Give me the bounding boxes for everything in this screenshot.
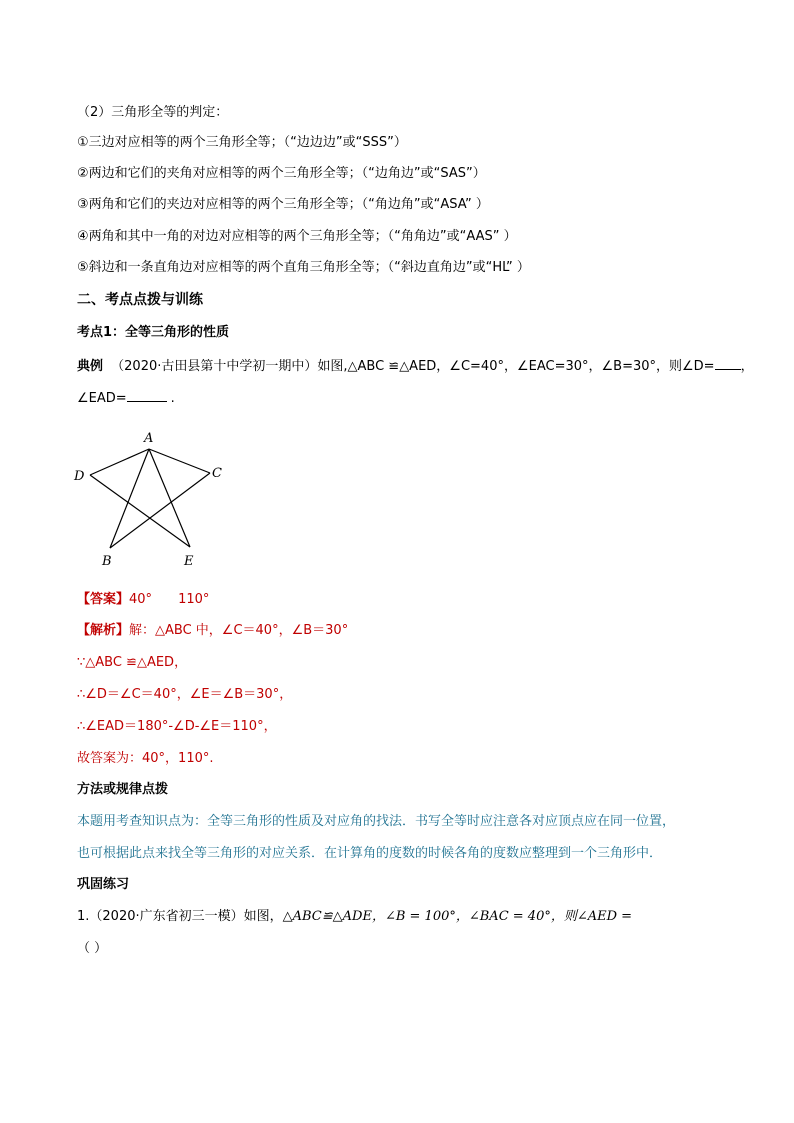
label-C: C — [212, 466, 222, 481]
answer-label: 【答案】 — [77, 592, 130, 607]
analysis-text-1: 解：△ABC 中，∠C＝40°，∠B＝30° — [129, 623, 349, 638]
label-A: A — [144, 431, 154, 446]
criteria-item-1: ①三边对应相等的两个三角形全等；（“边边边”或“SSS”） — [77, 135, 407, 150]
practice-q1-paren: （ ） — [77, 941, 108, 956]
analysis-line-1 — [77, 622, 348, 640]
answer-blank-2 — [127, 388, 167, 402]
analysis-line-2: ∵△ABC ≌△AED， — [77, 655, 188, 670]
criteria-item-4: ④两角和其中一角的对边对应相等的两个三角形全等；（“角角边”或“AAS” ） — [77, 229, 517, 244]
analysis-label: 【解析】 — [77, 623, 130, 638]
example-text-end: ， — [740, 359, 754, 374]
kaodian-1-title: 考点1：全等三角形的性质 — [77, 325, 230, 340]
label-E: E — [184, 554, 194, 569]
criteria-heading: （2）三角形全等的判定： — [77, 105, 229, 120]
example-text: （2020·古田县第十中学初一期中）如图,△ABC ≌△AED，∠C=40°，∠EAC=30°，∠B=30°，则∠D= — [111, 359, 715, 374]
method-title: 方法或规律点拨 — [77, 782, 169, 797]
method-line-1: 本题用考查知识点为：全等三角形的性质及对应角的找法．书写全等时应注意各对应顶点应在同一位置， — [77, 814, 676, 829]
example-label: 典例 — [77, 359, 104, 374]
method-line-2: 也可根据此点来找全等三角形的对应关系．在计算角的度数的时候各角的度数应整理到一个三角形中． — [77, 846, 663, 861]
pentagram-figure — [70, 425, 240, 575]
criteria-item-3: ③两角和它们的夹边对应相等的两个三角形全等；（“角边角”或“ASA” ） — [77, 197, 489, 212]
answer-value-1: 40° — [129, 592, 153, 607]
analysis-line-4: ∴∠EAD＝180°-∠D-∠E＝110°， — [77, 719, 277, 734]
q1-math: △ABC≌△ADE，∠B = 100°，∠BAC = 40°，则∠AED = — [282, 909, 633, 924]
q1-prefix: 1.（2020·广东省初三一模）如图， — [77, 909, 283, 924]
section-two-title: 二、考点点拨与训练 — [77, 292, 203, 308]
answer-blank-1 — [715, 356, 741, 370]
analysis-line-3: ∴∠D＝∠C＝40°，∠E＝∠B＝30°， — [77, 687, 293, 702]
criteria-item-2: ②两边和它们的夹角对应相等的两个三角形全等；（“边角边”或“SAS”） — [77, 166, 486, 181]
answer-line — [77, 591, 209, 609]
label-B: B — [102, 554, 112, 569]
example-line2-end: . — [170, 391, 175, 406]
analysis-line-5: 故答案为：40°，110°. — [77, 751, 214, 766]
practice-title: 巩固练习 — [77, 877, 130, 892]
example-line2-start: ∠EAD= — [77, 391, 127, 406]
label-D: D — [74, 469, 85, 484]
example-line-2 — [77, 388, 175, 408]
example-line-1 — [77, 356, 754, 376]
answer-value-2: 110° — [178, 592, 210, 607]
criteria-item-5: ⑤斜边和一条直角边对应相等的两个直角三角形全等；（“斜边直角边”或“HL” ） — [77, 260, 530, 275]
practice-q1 — [77, 908, 632, 926]
